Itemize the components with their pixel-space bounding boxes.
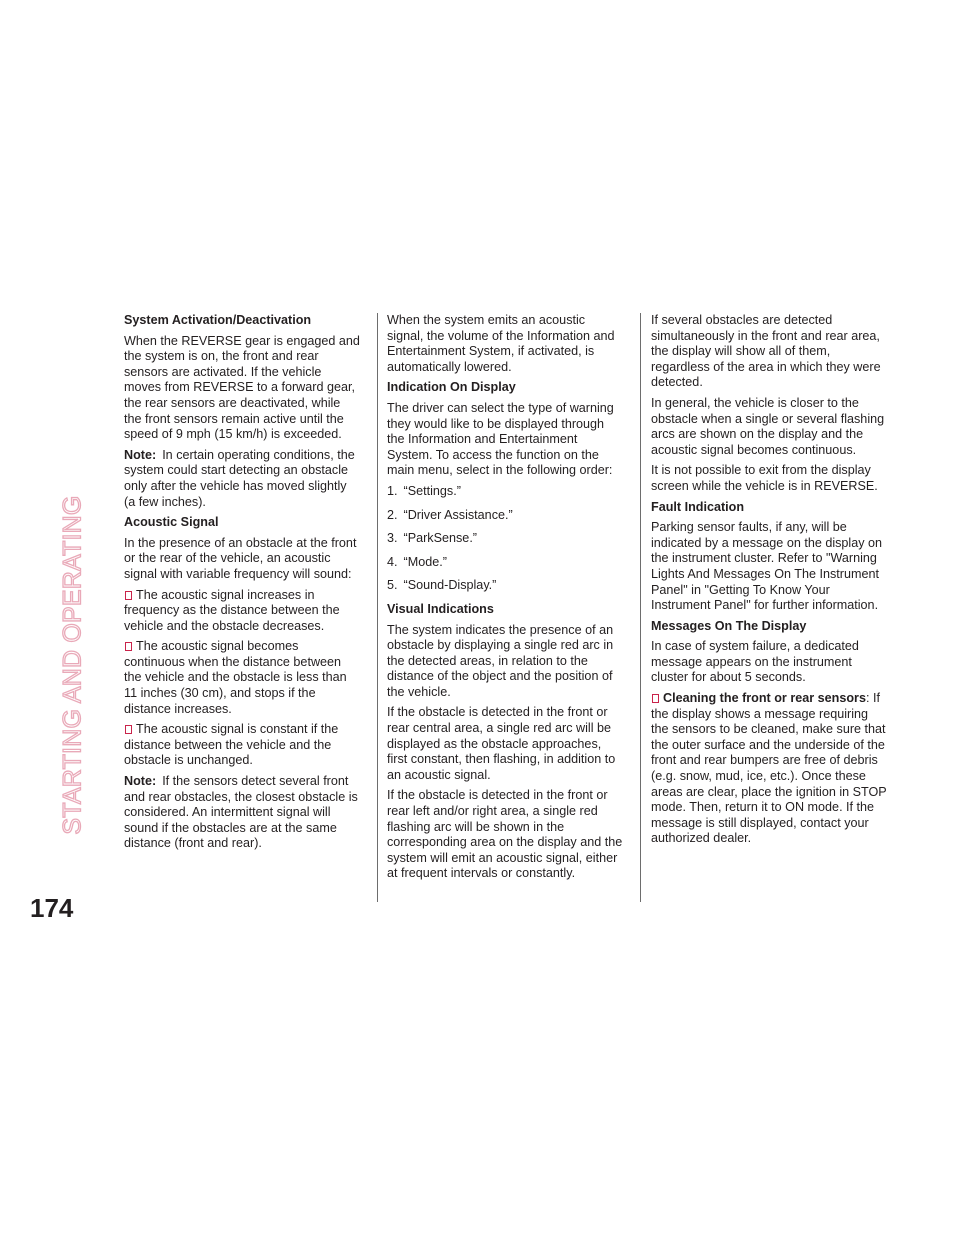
paragraph: In general, the vehicle is closer to the obstacle when a single or several flashing arcs are shown on the display and the acoustic signal becomes continuous.: [651, 395, 885, 457]
checkbox-bullet-icon: [125, 642, 132, 651]
bullet-text: The acoustic signal is constant if the distance between the vehicle and the obstacle is unchanged.: [124, 722, 339, 768]
checkbox-bullet-icon: [652, 694, 659, 703]
paragraph: If the obstacle is detected in the front or rear left and/or right area, a single red flashing arc will be shown in the corresponding area on the display and the system will emit an acoustic signal, either at frequent intervals or constantly.: [387, 788, 623, 881]
paragraph: It is not possible to exit from the display screen while the vehicle is in REVERSE.: [651, 463, 878, 493]
section-side-label: STARTING AND OPERATING: [58, 495, 87, 835]
checkbox-bullet-icon: [125, 591, 132, 600]
bullet-text: The acoustic signal increases in frequency as the distance between the vehicle and the obstacle decreases.: [124, 587, 340, 633]
bullet-item: [124, 639, 360, 717]
paragraph: If several obstacles are detected simultaneously in the front and rear area, the display will show all of them, regardless of the area in which they were detected.: [651, 313, 881, 390]
paragraph: In the presence of an obstacle at the front or the rear of the vehicle, an acoustic signal with variable frequency will sound:: [124, 535, 357, 581]
step-number: 5.: [387, 578, 398, 593]
bullet-item: [124, 722, 360, 769]
heading-system-activation: System Activation/Deactivation: [124, 313, 312, 327]
text-column-1: [124, 313, 360, 857]
note-text: If the sensors detect several front and rear obstacles, the closest obstacle is considered. An intermittent signal will sound if the obstacles are at the same distance (front and rear).: [124, 774, 358, 851]
text-column-3: [651, 313, 887, 852]
paragraph: The driver can select the type of warning they would like to be displayed through the Information and Entertainment System. To access the function on the main menu, select in the following order:: [387, 400, 614, 478]
heading-visual-indications: Visual Indications: [387, 601, 494, 616]
note-text: In certain operating conditions, the system could start detecting an obstacle only after the vehicle has moved slightly (a few inches).: [124, 447, 355, 509]
list-item: [387, 578, 623, 594]
heading-fault-indication: Fault Indication: [651, 499, 745, 514]
step-number: 2.: [387, 507, 398, 522]
note-label: Note:: [124, 447, 157, 462]
bullet-text: : If the display shows a message requiring the sensors to be cleaned, make sure that the outer surface and the underside of the front and rear bumpers are free of debris (e.g. snow, mud, ice, etc.). Once these areas are clear, place the ignition in STOP mode. Then, return it to ON mode. If the message is still displayed, contact your authorized dealer.: [651, 691, 887, 846]
note: [124, 774, 360, 852]
heading-acoustic-signal: Acoustic Signal: [124, 515, 219, 530]
step-text: “Mode.”: [403, 554, 447, 569]
heading-indication-on-display: Indication On Display: [387, 380, 516, 395]
column-divider: [377, 313, 378, 902]
text-column-2: [387, 313, 623, 887]
page-number: 174: [30, 893, 74, 923]
list-item: [387, 508, 623, 524]
paragraph: Parking sensor faults, if any, will be indicated by a message on the display on the instrument cluster. Refer to "Warning Lights And Messages On The Instrument Panel" in "Getting To Know Your Instrument Panel" for further information.: [651, 520, 883, 613]
checkbox-bullet-icon: [125, 725, 132, 734]
bullet-item: [651, 691, 887, 847]
bullet-item: [124, 588, 360, 635]
step-text: “Settings.”: [403, 483, 461, 498]
paragraph: In case of system failure, a dedicated message appears on the instrument cluster for about 5 seconds.: [651, 639, 859, 685]
paragraph: The system indicates the presence of an obstacle by displaying a single red arc in the detected areas, in relation to the distance of the object and the position of the vehicle.: [387, 622, 614, 699]
step-text: “Driver Assistance.”: [403, 507, 513, 522]
list-item: [387, 484, 623, 500]
bullet-label: Cleaning the front or rear sensors: [663, 691, 866, 706]
list-item: [387, 555, 623, 571]
step-text: “Sound-Display.”: [403, 578, 497, 593]
list-item: [387, 531, 623, 547]
note: [124, 448, 360, 510]
menu-steps-list: [387, 484, 623, 594]
bullet-text: The acoustic signal becomes continuous when the distance between the vehicle and the obstacle is less than 11 inches (30 cm), and stops if the distance increases.: [124, 639, 347, 716]
step-text: “ParkSense.”: [403, 531, 478, 546]
step-number: 3.: [387, 531, 398, 546]
paragraph: If the obstacle is detected in the front or rear central area, a single red arc will be displayed as the obstacle approaches, first constant, then flashing, in addition to an acoustic signal.: [387, 705, 616, 782]
heading-messages-on-display: Messages On The Display: [651, 618, 807, 633]
paragraph: When the REVERSE gear is engaged and the system is on, the front and rear sensors are activated. If the vehicle moves from REVERSE to a forward gear, the rear sensors are deactivated, while the front sensors remain active until the speed of 9 mph (15 km/h) is exceeded.: [124, 333, 360, 442]
paragraph: When the system emits an acoustic signal, the volume of the Information and Entertainment System, if activated, is automatically lowered.: [387, 313, 615, 374]
step-number: 1.: [387, 483, 398, 498]
note-label: Note:: [124, 774, 157, 789]
column-divider: [640, 313, 641, 902]
step-number: 4.: [387, 554, 398, 569]
